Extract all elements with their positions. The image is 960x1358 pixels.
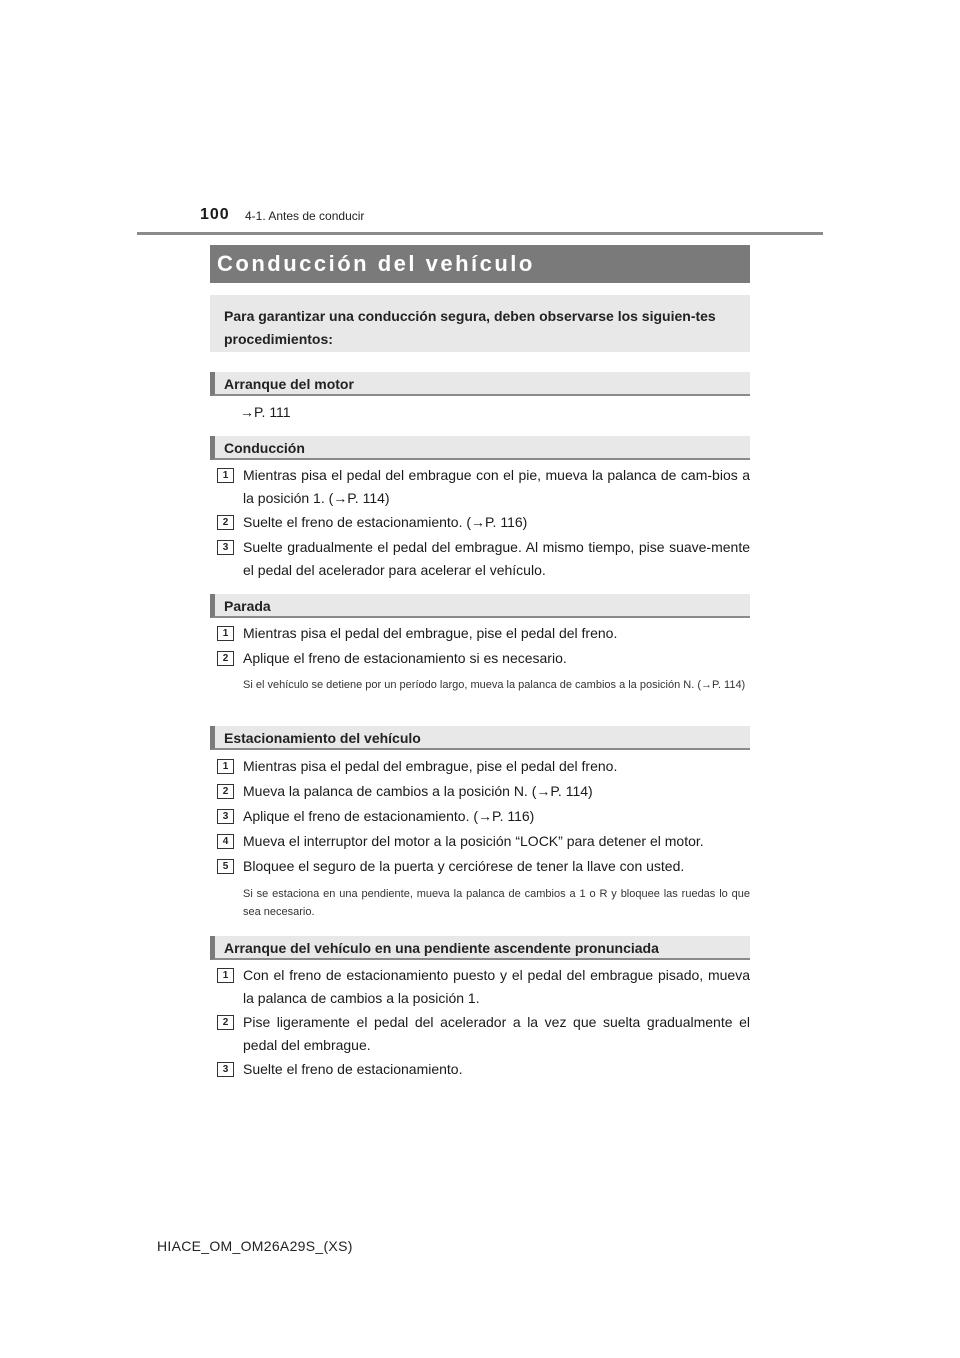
step-number: 3 bbox=[217, 540, 234, 555]
section-heading-stop bbox=[210, 594, 750, 618]
step-number: 3 bbox=[217, 809, 234, 824]
step-text: Mueva el interruptor del motor a la posición “LOCK” para detener el motor. bbox=[243, 833, 704, 849]
step-text: Aplique el freno de estacionamiento si es necesario. bbox=[243, 650, 567, 666]
intro-text: Para garantizar una conducción segura, deben observarse los siguien-tes procedimientos: bbox=[224, 308, 716, 347]
section-label: Arranque del motor bbox=[224, 376, 354, 392]
section-heading-driving bbox=[210, 436, 750, 460]
step-text: Mientras pisa el pedal del embrague, pise el pedal del freno. bbox=[243, 758, 618, 774]
step-number: 1 bbox=[217, 468, 234, 483]
running-title: 4-1. Antes de conducir bbox=[245, 209, 365, 223]
section-label: Estacionamiento del vehículo bbox=[224, 730, 421, 746]
step-text: Mueva la palanca de cambios a la posición N. (→P. 114) bbox=[243, 783, 593, 799]
note-text: Si el vehículo se detiene por un período largo, mueva la palanca de cambios a la posición N. (→P. 114) bbox=[243, 679, 746, 691]
title-bar bbox=[210, 245, 750, 283]
step-number: 1 bbox=[217, 626, 234, 641]
step-number: 4 bbox=[217, 834, 234, 849]
section-label: Parada bbox=[224, 598, 271, 614]
page-title: Conducción del vehículo bbox=[217, 251, 535, 276]
step-text: Suelte el freno de estacionamiento. bbox=[243, 1061, 463, 1077]
step-number: 2 bbox=[217, 784, 234, 799]
step-text: Bloquee el seguro de la puerta y cerciórese de tener la llave con usted. bbox=[243, 858, 685, 874]
step-text: Con el freno de estacionamiento puesto y el pedal del embrague pisado, mueva la palanca de cambios a la posición 1. bbox=[243, 967, 750, 1006]
step-text: Mientras pisa el pedal del embrague con el pie, mueva la palanca de cam-bios a la posición 1. (→P. 114) bbox=[243, 467, 750, 506]
step-number: 2 bbox=[217, 1015, 234, 1030]
step-number: 1 bbox=[217, 759, 234, 774]
step-text: Mientras pisa el pedal del embrague, pise el pedal del freno. bbox=[243, 625, 618, 641]
step-text: Aplique el freno de estacionamiento. (→P. 116) bbox=[243, 808, 535, 824]
step-number: 5 bbox=[217, 859, 234, 874]
note-text: Si se estaciona en una pendiente, mueva la palanca de cambios a 1 o R y bloquee las ruedas lo que sea necesario. bbox=[243, 888, 750, 918]
page-number: 100 bbox=[200, 206, 230, 223]
document-code-footer: HIACE_OM_OM26A29S_(XS) bbox=[157, 1238, 353, 1254]
section-heading-parking bbox=[210, 726, 750, 750]
step-text: Pise ligeramente el pedal del acelerador a la vez que suelta gradualmente el pedal del embrague. bbox=[243, 1014, 750, 1053]
step-number: 1 bbox=[217, 968, 234, 983]
step-number: 2 bbox=[217, 515, 234, 530]
step-text: Suelte gradualmente el pedal del embrague. Al mismo tiempo, pise suave-mente el pedal del acelerador para acelerar el vehículo. bbox=[243, 539, 750, 578]
page-reference: →P. 111 bbox=[240, 404, 291, 420]
section-heading-start bbox=[210, 372, 750, 396]
section-heading-hill-start bbox=[210, 936, 750, 960]
section-label: Conducción bbox=[224, 440, 305, 456]
intro-box bbox=[210, 295, 750, 352]
section-label: Arranque del vehículo en una pendiente ascendente pronunciada bbox=[224, 940, 659, 956]
step-text: Suelte el freno de estacionamiento. (→P. 116) bbox=[243, 514, 528, 530]
step-number: 3 bbox=[217, 1062, 234, 1077]
step-number: 2 bbox=[217, 651, 234, 666]
header-divider bbox=[137, 232, 823, 235]
